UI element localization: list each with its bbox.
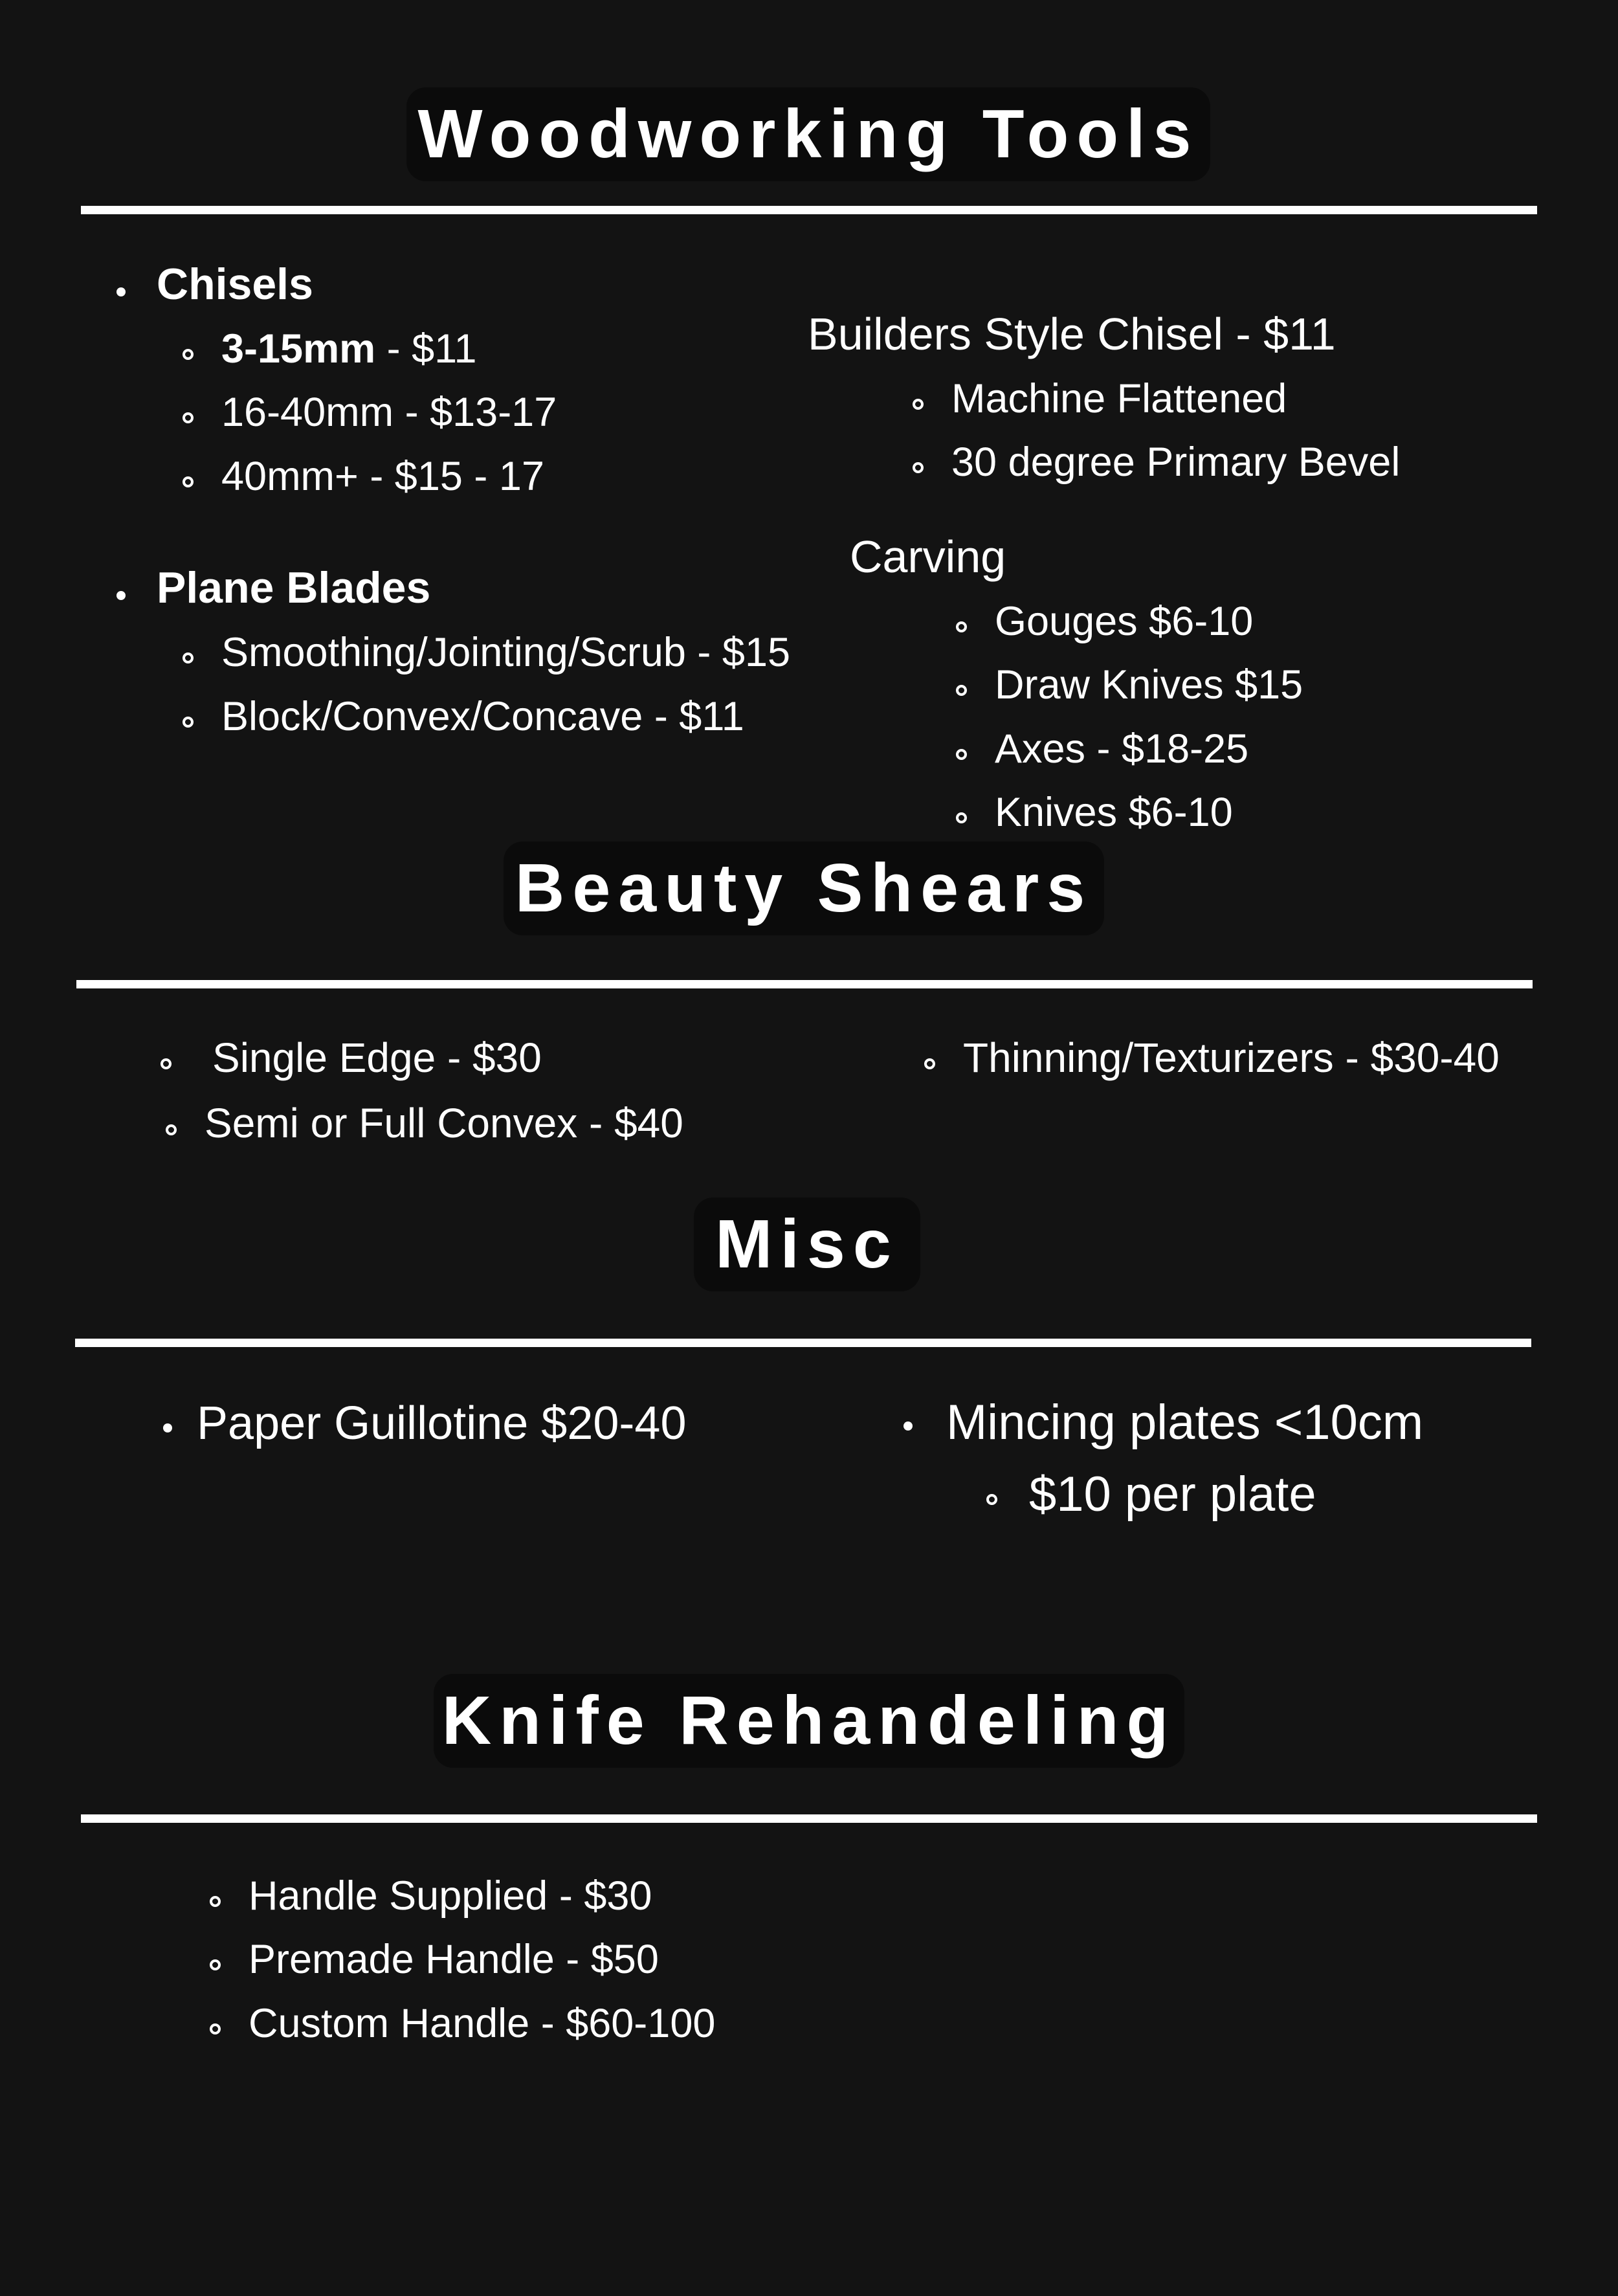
carving-item-4: Knives $6-10 — [995, 790, 1233, 835]
shears-item-2: Semi or Full Convex - $40 — [205, 1100, 683, 1146]
paper-guillotine-item: Paper Guillotine $20-40 — [197, 1398, 687, 1449]
plane-blade-item-bullet — [183, 717, 194, 728]
beauty-shears-divider — [76, 980, 1533, 988]
rehandle-item-1: Handle Supplied - $30 — [249, 1873, 652, 1919]
chisel-item-1 — [221, 326, 477, 372]
shears-item-bullet — [924, 1058, 935, 1069]
misc-heading: Misc — [694, 1198, 920, 1291]
rehandle-item-bullet — [210, 1896, 221, 1907]
chisel-item-2: 16-40mm - $13-17 — [221, 390, 557, 435]
beauty-shears-heading: Beauty Shears — [504, 841, 1104, 935]
plane-blade-item-bullet — [183, 652, 194, 663]
carving-item-2: Draw Knives $15 — [995, 662, 1303, 708]
rehandle-item-bullet — [210, 1959, 221, 1970]
rehandle-item-bullet — [210, 2023, 221, 2034]
carving-item-bullet — [956, 685, 967, 696]
rehandle-item-3: Custom Handle - $60-100 — [249, 2001, 716, 2046]
woodworking-heading: Woodworking Tools — [406, 87, 1210, 181]
builders-item-2: 30 degree Primary Bevel — [951, 440, 1401, 485]
carving-item-bullet — [956, 812, 967, 823]
paper-guillotine-bullet — [163, 1423, 172, 1432]
plane-blades-bullet — [116, 591, 126, 600]
chisel-item-bullet — [183, 476, 194, 487]
chisel-item-1-size: 3-15mm — [221, 326, 376, 372]
mincing-plates-item: Mincing plates <10cm — [946, 1395, 1424, 1450]
chisel-item-1-price: - $11 — [375, 326, 477, 372]
builders-item-bullet — [913, 462, 924, 473]
carving-item-bullet — [956, 621, 967, 632]
chisel-item-bullet — [183, 349, 194, 360]
misc-divider — [75, 1339, 1531, 1347]
mincing-plates-sub-bullet — [986, 1494, 997, 1505]
carving-item-1: Gouges $6-10 — [995, 599, 1254, 644]
rehandle-item-2: Premade Handle - $50 — [249, 1937, 659, 1982]
chisels-bullet — [116, 287, 126, 296]
carving-label: Carving — [850, 531, 1006, 582]
woodworking-divider — [81, 206, 1537, 214]
builders-chisel-label: Builders Style Chisel - $11 — [808, 309, 1336, 359]
plane-blades-label: Plane Blades — [157, 563, 431, 612]
shears-item-bullet — [166, 1124, 177, 1135]
builders-item-1: Machine Flattened — [951, 376, 1287, 421]
chisel-item-3: 40mm+ - $15 - 17 — [221, 454, 544, 499]
plane-blade-item-2: Block/Convex/Concave - $11 — [221, 694, 744, 739]
plane-blade-item-1: Smoothing/Jointing/Scrub - $15 — [221, 630, 791, 675]
mincing-plates-price: $10 per plate — [1029, 1467, 1316, 1522]
mincing-plates-bullet — [903, 1421, 913, 1431]
knife-rehandeling-divider — [81, 1814, 1537, 1823]
carving-item-3: Axes - $18-25 — [995, 726, 1249, 772]
chisel-item-bullet — [183, 412, 194, 423]
chisels-label: Chisels — [157, 260, 313, 309]
carving-item-bullet — [956, 749, 967, 760]
shears-item-bullet — [161, 1058, 172, 1069]
shears-item-1: Single Edge - $30 — [212, 1034, 542, 1081]
knife-rehandeling-heading: Knife Rehandeling — [434, 1674, 1184, 1768]
shears-item-3: Thinning/Texturizers - $30-40 — [963, 1034, 1500, 1081]
builders-item-bullet — [913, 399, 924, 410]
